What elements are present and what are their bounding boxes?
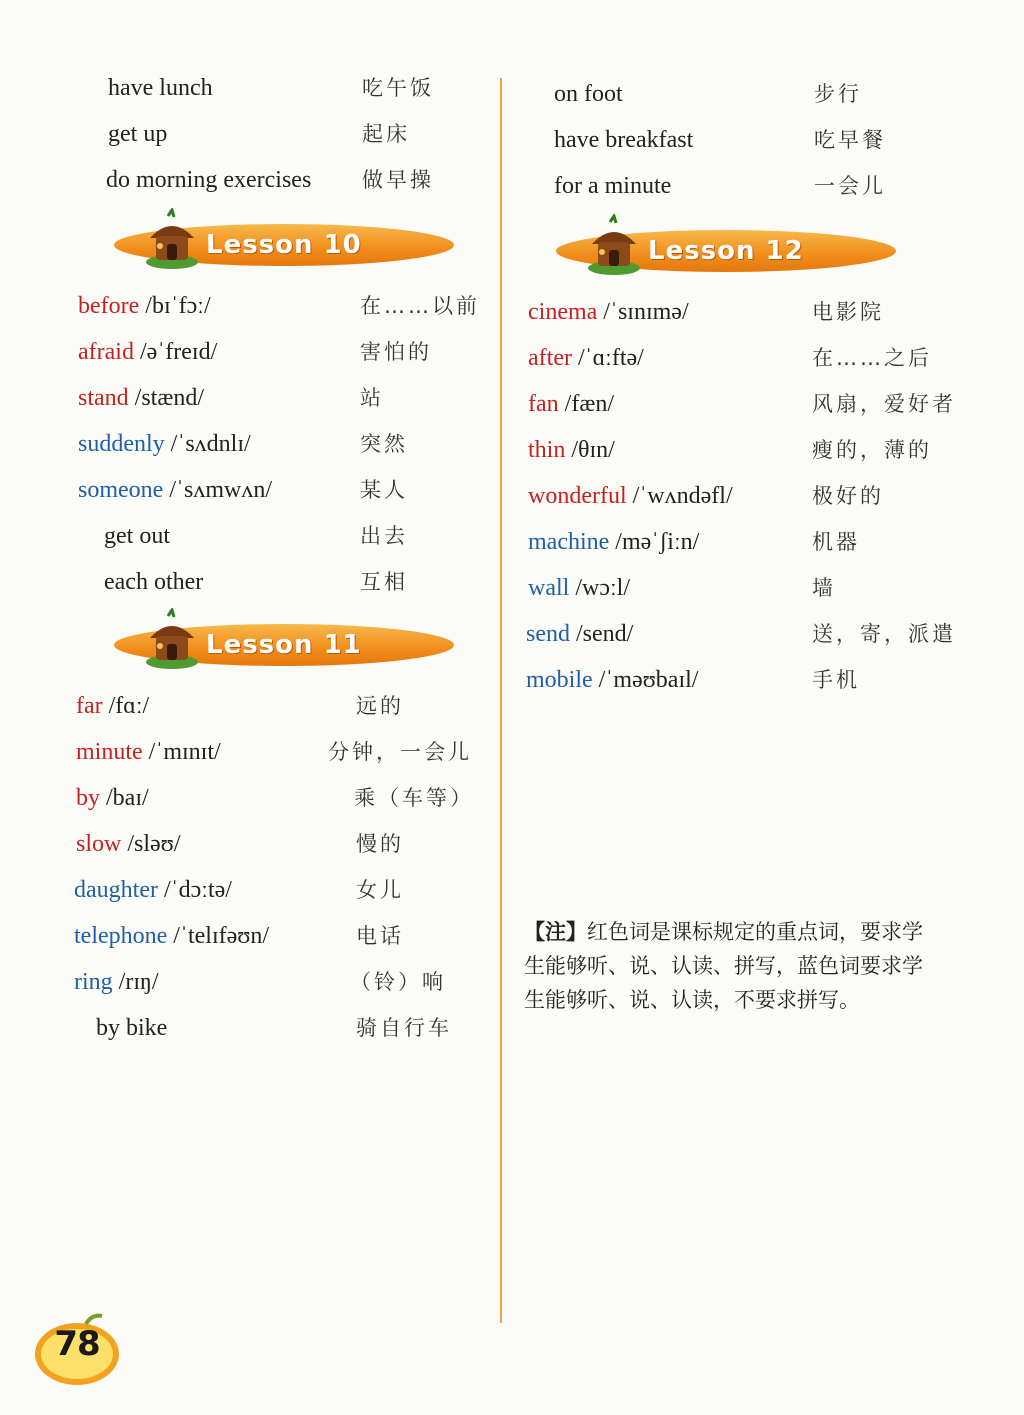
- phrase-en: have breakfast: [554, 127, 694, 153]
- vocab-row: [528, 430, 958, 470]
- vocab-cn: 分钟，一会儿: [328, 740, 472, 764]
- page-number: 78: [54, 1324, 100, 1364]
- tree-house-icon: [584, 214, 644, 276]
- vocab-phonetic: /ˈsɪnɪmə/: [597, 299, 689, 325]
- phrase-cn: 一会儿: [814, 174, 886, 198]
- vocab-row: [76, 824, 476, 864]
- vocab-phonetic: /wɔːl/: [569, 575, 630, 601]
- phrase-en: do morning exercises: [106, 167, 312, 193]
- phrase-row: [108, 114, 488, 154]
- phrase-en: on foot: [554, 81, 623, 107]
- vocab-word: daughter: [74, 877, 158, 903]
- vocab-cn: 突然: [360, 432, 408, 456]
- vocab-row: [78, 424, 478, 464]
- phrase-cn: 步行: [814, 82, 862, 106]
- lesson-title: Lesson 12: [648, 236, 804, 266]
- phrase-cn: 做早操: [362, 168, 434, 192]
- vocab-row: [74, 870, 474, 910]
- lesson-banner: [114, 620, 459, 670]
- vocab-row: [526, 660, 956, 700]
- lesson-title: Lesson 10: [206, 230, 362, 260]
- phrase-en: each other: [104, 569, 204, 595]
- phrase-en: have lunch: [108, 75, 213, 101]
- vocab-cn: 送，寄，派遣: [812, 622, 956, 646]
- phrase-cn: 互相: [360, 570, 408, 594]
- vocab-cn: 远的: [356, 694, 404, 718]
- vocab-phonetic: /ˈsʌdnlɪ/: [164, 431, 251, 457]
- vocab-cn: 在……之后: [812, 346, 932, 370]
- vocab-phonetic: /ˈməʊbaɪl/: [592, 667, 699, 693]
- lesson-title: Lesson 11: [206, 630, 362, 660]
- vocab-row: [76, 778, 476, 818]
- phrase-row: [96, 1008, 476, 1048]
- tree-house-icon: [142, 608, 202, 670]
- vocab-word: thin: [528, 437, 566, 463]
- vocab-cn: 站: [360, 386, 384, 410]
- vocab-row: [74, 962, 474, 1002]
- vocab-word: send: [526, 621, 570, 647]
- vocab-phonetic: /bɪˈfɔː/: [139, 293, 211, 319]
- vocab-word: fan: [528, 391, 559, 417]
- vocab-word: wonderful: [528, 483, 627, 509]
- phrase-cn: 骑自行车: [356, 1016, 452, 1040]
- vocab-word: ring: [74, 969, 113, 995]
- vocab-cn: 电影院: [812, 300, 884, 324]
- vocab-row: [528, 292, 958, 332]
- page-number-badge: [30, 1312, 126, 1388]
- vocab-cn: 女儿: [356, 878, 404, 902]
- vocab-word: far: [76, 693, 103, 719]
- vocab-cn: 机器: [812, 530, 860, 554]
- phrase-row: [104, 516, 484, 556]
- vocab-phonetic: /ˈɑːftə/: [571, 345, 644, 371]
- phrase-row: [104, 562, 484, 602]
- vocab-row: [78, 332, 478, 372]
- vocab-word: afraid: [78, 339, 134, 365]
- vocab-phonetic: /ˈsʌmwʌn/: [163, 477, 272, 503]
- vocab-phonetic: /ˈmɪnɪt/: [142, 739, 221, 765]
- vocab-word: before: [78, 293, 140, 319]
- phrase-row: [108, 68, 488, 108]
- phrase-cn: 起床: [362, 122, 410, 146]
- vocab-row: [78, 378, 478, 418]
- vocab-row: [528, 568, 958, 608]
- vocab-cn: （铃）响: [350, 970, 446, 994]
- vocab-row: [528, 522, 958, 562]
- vocab-phonetic: /fæn/: [558, 391, 614, 417]
- vocab-row: [526, 614, 956, 654]
- vocab-word: someone: [78, 477, 164, 503]
- vocab-cn: 慢的: [356, 832, 404, 856]
- note-block: [524, 915, 934, 1017]
- vocab-phonetic: /baɪ/: [100, 785, 149, 811]
- phrase-cn: 出去: [360, 524, 408, 548]
- vocab-cn: 瘦的，薄的: [812, 438, 932, 462]
- vocab-phonetic: /ˈdɔːtə/: [157, 877, 232, 903]
- note-text: 红色词是课标规定的重点词，要求学生能够听、说、认读、拼写，蓝色词要求学生能够听、说、认读，不要求拼写。: [524, 920, 923, 1012]
- vocab-phonetic: /send/: [570, 621, 634, 647]
- phrase-row: [554, 120, 954, 160]
- vocab-row: [78, 470, 478, 510]
- vocab-word: stand: [78, 385, 129, 411]
- phrase-en: by bike: [96, 1015, 168, 1041]
- vocab-phonetic: /ˈwʌndəfl/: [626, 483, 733, 509]
- phrase-cn: 吃午饭: [362, 76, 434, 100]
- phrase-en: get out: [104, 523, 170, 549]
- vocab-row: [78, 286, 478, 326]
- phrase-en: for a minute: [554, 173, 672, 199]
- vocab-word: machine: [528, 529, 610, 555]
- vocab-row: [74, 916, 474, 956]
- vocab-row: [528, 384, 958, 424]
- vocab-cn: 乘（车等）: [354, 786, 474, 810]
- phrase-row: [554, 74, 954, 114]
- lesson-banner: [556, 226, 901, 276]
- vocab-row: [76, 732, 486, 772]
- vocab-row: [528, 338, 958, 378]
- vocab-cn: 极好的: [812, 484, 884, 508]
- vocab-phonetic: /θɪn/: [565, 437, 615, 463]
- vocab-phonetic: /ˈtelɪfəʊn/: [167, 923, 270, 949]
- phrase-row: [106, 160, 486, 200]
- vocab-row: [528, 476, 958, 516]
- vocab-row: [76, 686, 476, 726]
- vocab-word: suddenly: [78, 431, 165, 457]
- vocab-cn: 风扇，爱好者: [812, 392, 956, 416]
- vocab-word: cinema: [528, 299, 598, 325]
- phrase-en: get up: [108, 121, 168, 147]
- tree-house-icon: [142, 208, 202, 270]
- vocab-word: by: [76, 785, 100, 811]
- vocab-word: wall: [528, 575, 570, 601]
- vocab-phonetic: /məˈʃiːn/: [609, 529, 700, 555]
- vocab-phonetic: /əˈfreɪd/: [133, 339, 218, 365]
- vocab-phonetic: /rɪŋ/: [112, 969, 159, 995]
- vocab-cn: 某人: [360, 478, 408, 502]
- column-divider: [500, 78, 502, 1323]
- vocab-word: minute: [76, 739, 143, 765]
- vocab-word: slow: [76, 831, 122, 857]
- vocab-word: telephone: [74, 923, 168, 949]
- vocab-phonetic: /fɑː/: [102, 693, 150, 719]
- vocab-cn: 手机: [812, 668, 860, 692]
- phrase-row: [554, 166, 954, 206]
- vocab-cn: 在……以前: [360, 294, 480, 318]
- vocab-word: after: [528, 345, 572, 371]
- phrase-cn: 吃早餐: [814, 128, 886, 152]
- vocab-phonetic: /stænd/: [128, 385, 205, 411]
- vocab-cn: 害怕的: [360, 340, 432, 364]
- vocab-phonetic: /sləʊ/: [121, 831, 181, 857]
- vocab-cn: 电话: [356, 924, 404, 948]
- vocab-word: mobile: [526, 667, 593, 693]
- lesson-banner: [114, 220, 459, 270]
- note-tag: 【注】: [524, 920, 587, 944]
- vocab-cn: 墙: [812, 576, 836, 600]
